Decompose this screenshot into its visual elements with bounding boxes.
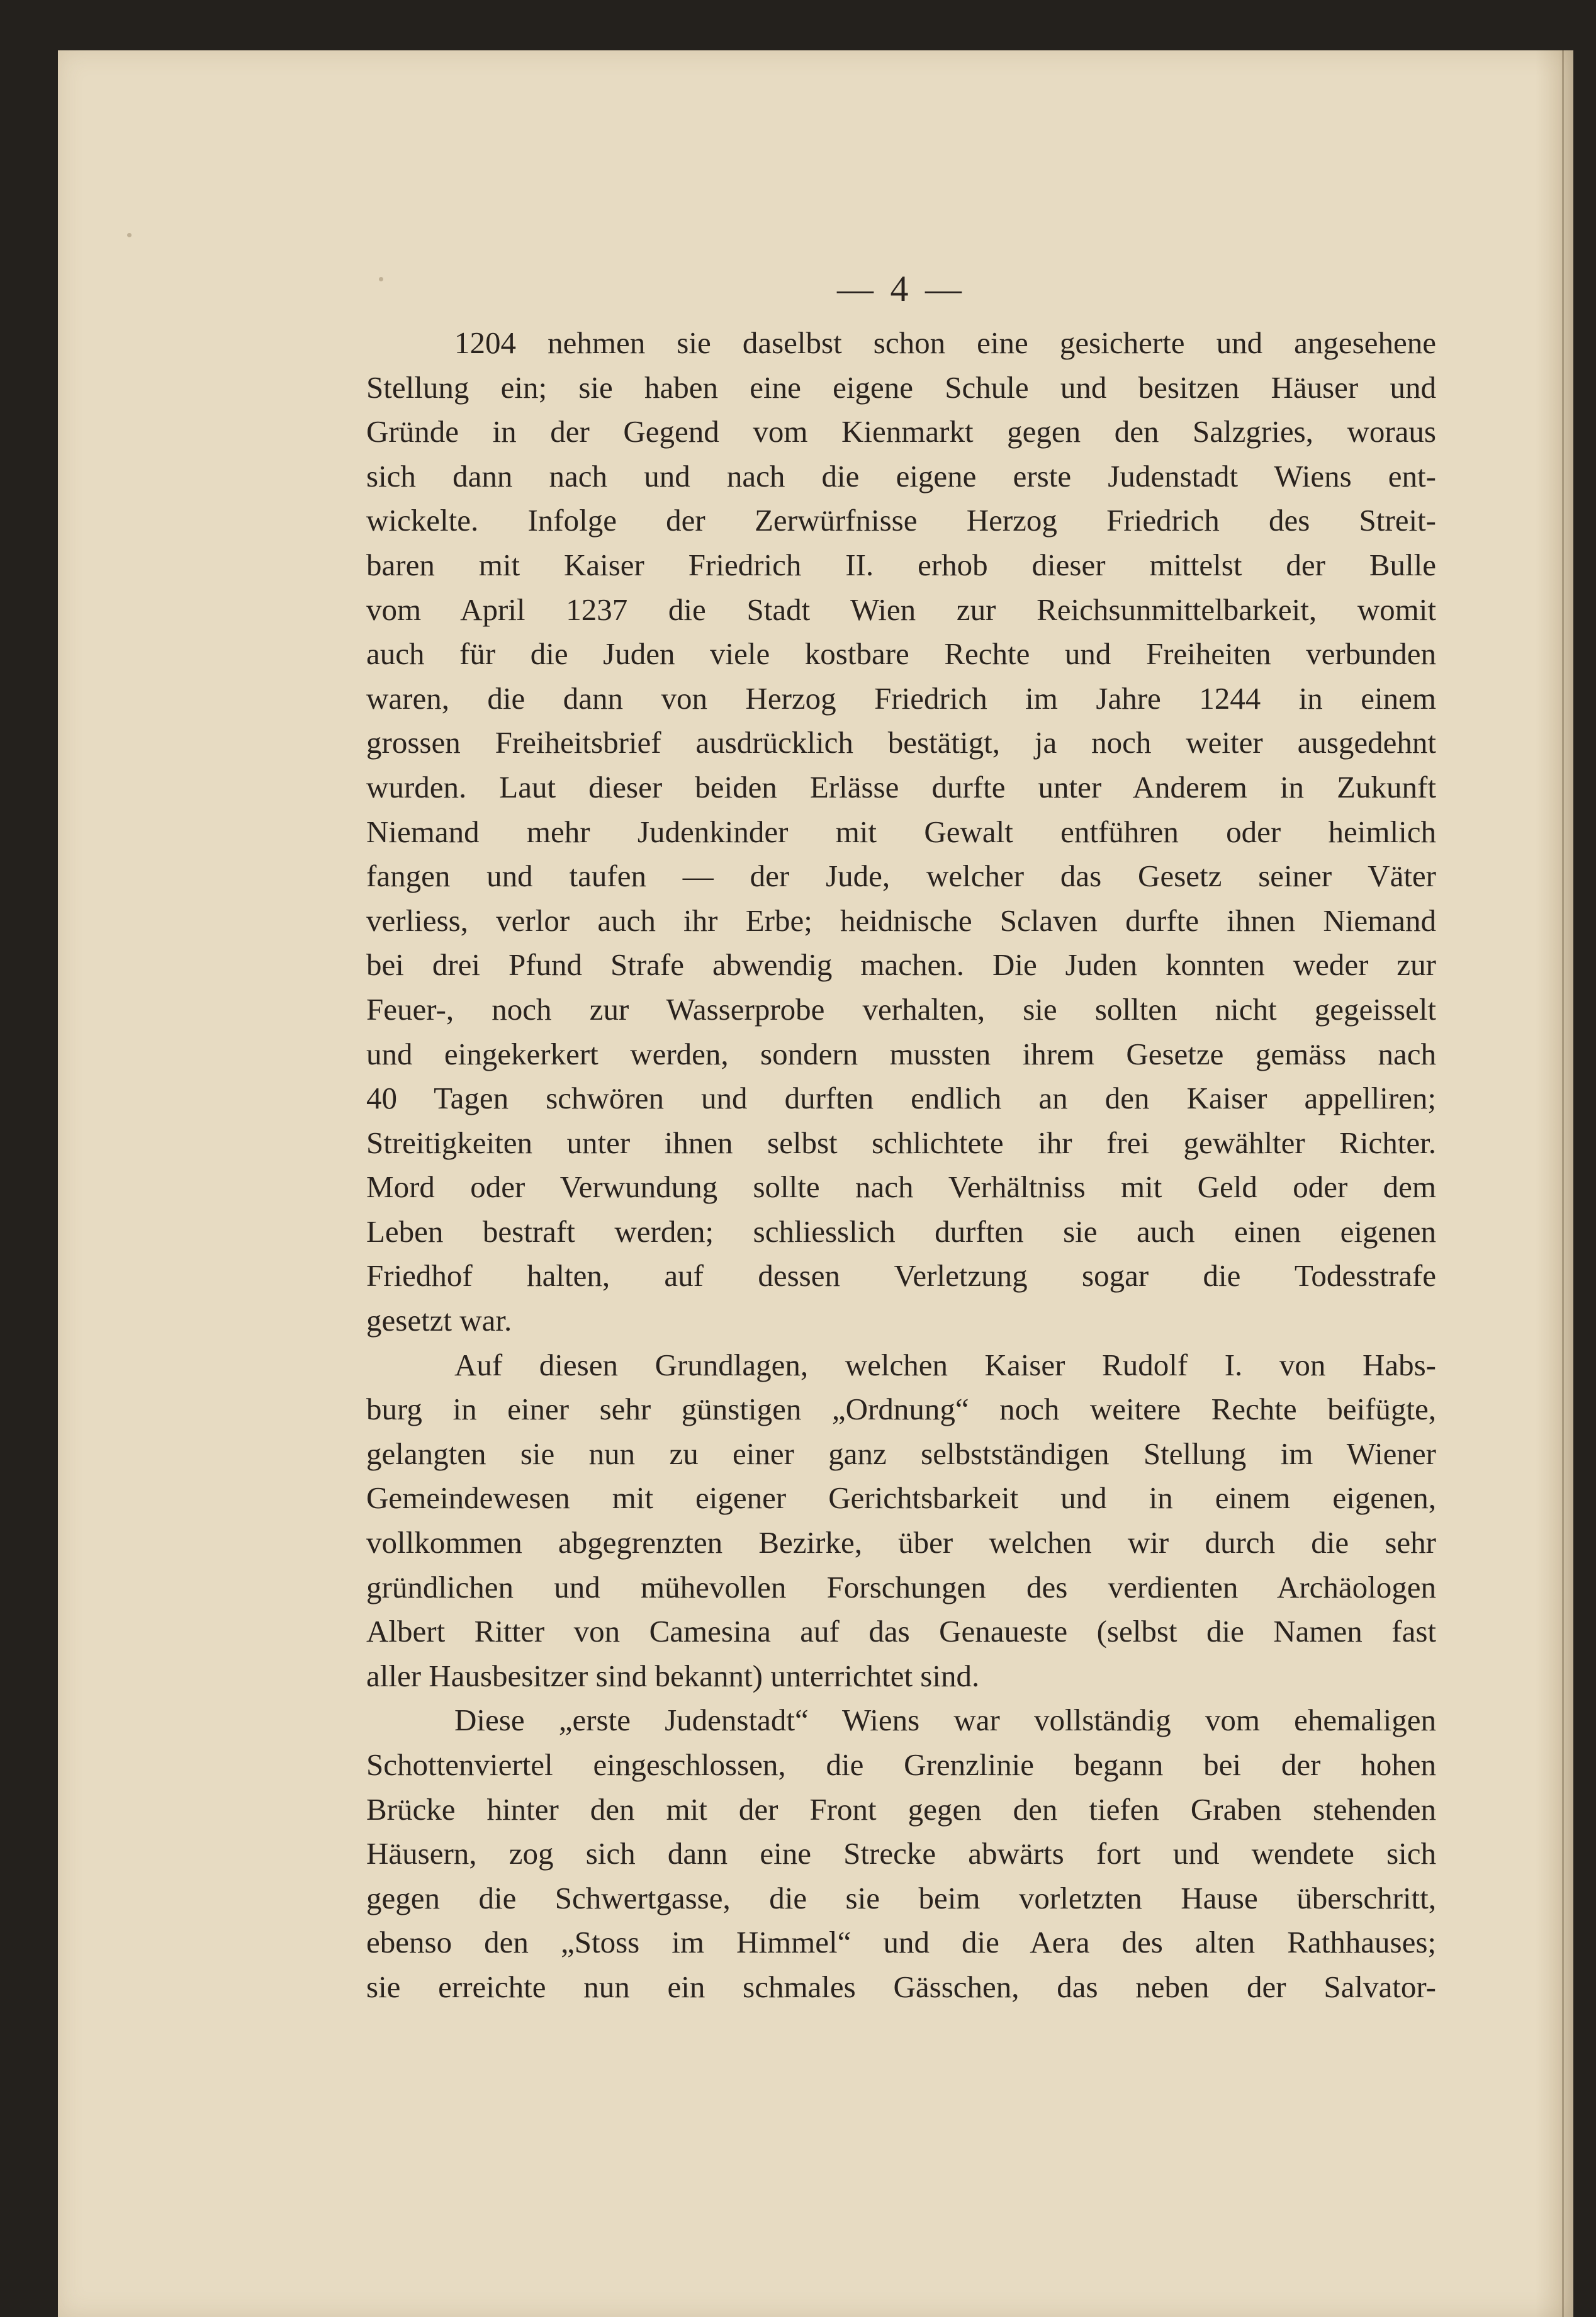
text-line: vollkommen abgegrenzten Bezirke, über welchen wir durch die sehr bbox=[366, 1525, 1436, 1560]
text-line: 40 Tagen schwören und durften endlich an den Kaiser appelliren; bbox=[366, 1081, 1436, 1116]
text-line: sich dann nach und nach die eigene erste Judenstadt Wiens ent- bbox=[366, 458, 1436, 493]
text-line: Häusern, zog sich dann eine Strecke abwärts fort und wendete sich bbox=[366, 1836, 1436, 1871]
body-text bbox=[366, 321, 1436, 2010]
text-line: Schottenviertel eingeschlossen, die Grenzlinie begann bei der hohen bbox=[366, 1747, 1436, 1782]
text-line: fangen und taufen — der Jude, welcher das Gesetz seiner Väter bbox=[366, 859, 1436, 894]
page-number: — 4 — bbox=[837, 268, 965, 309]
text-line: wurden. Laut dieser beiden Erlässe durfte unter Anderem in Zukunft bbox=[366, 769, 1436, 804]
text-line: ebenso den „Stoss im Himmel“ und die Aera des alten Rathhauses; bbox=[366, 1925, 1436, 1960]
text-line: verliess, verlor auch ihr Erbe; heidnische Sclaven durfte ihnen Niemand bbox=[366, 903, 1436, 938]
text-line: Niemand mehr Judenkinder mit Gewalt entführen oder heimlich bbox=[366, 814, 1436, 849]
text-line: Brücke hinter den mit der Front gegen den tiefen Graben stehenden bbox=[366, 1791, 1436, 1827]
text-line: wickelte. Infolge der Zerwürfnisse Herzog Friedrich des Streit- bbox=[366, 503, 1436, 538]
text-line: Feuer-, noch zur Wasserprobe verhalten, sie sollten nicht gegeisselt bbox=[366, 991, 1436, 1027]
text-line: Leben bestraft werden; schliesslich durften sie auch einen eigenen bbox=[366, 1214, 1436, 1249]
text-line: gründlichen und mühevollen Forschungen des verdienten Archäologen bbox=[366, 1569, 1436, 1604]
text-line: Streitigkeiten unter ihnen selbst schlichtete ihr frei gewählter Richter. bbox=[366, 1125, 1436, 1160]
text-line: vom April 1237 die Stadt Wien zur Reichsunmittelbarkeit, womit bbox=[366, 592, 1436, 627]
text-line: und eingekerkert werden, sondern mussten ihrem Gesetze gemäss nach bbox=[366, 1036, 1436, 1071]
text-line: gesetzt war. bbox=[366, 1303, 512, 1338]
text-line: baren mit Kaiser Friedrich II. erhob dieser mittelst der Bulle bbox=[366, 547, 1436, 582]
page-fold-line bbox=[1562, 50, 1564, 2317]
text-line: Gemeindewesen mit eigener Gerichtsbarkeit und in einem eigenen, bbox=[366, 1480, 1436, 1516]
text-line: Gründe in der Gegend vom Kienmarkt gegen den Salzgries, woraus bbox=[366, 414, 1436, 449]
text-line: waren, die dann von Herzog Friedrich im Jahre 1244 in einem bbox=[366, 680, 1436, 716]
text-line: burg in einer sehr günstigen „Ordnung“ noch weitere Rechte beifügte, bbox=[366, 1392, 1436, 1427]
page-edge-shadow bbox=[1536, 50, 1573, 2317]
text-line: Auf diesen Grundlagen, welchen Kaiser Rudolf I. von Habs- bbox=[454, 1347, 1436, 1382]
text-line: aller Hausbesitzer sind bekannt) unterrichtet sind. bbox=[366, 1658, 980, 1693]
scanned-page bbox=[58, 50, 1573, 2317]
text-line: gelangten sie nun zu einer ganz selbstständigen Stellung im Wiener bbox=[366, 1436, 1436, 1471]
paper-speck bbox=[127, 233, 132, 237]
text-line: auch für die Juden viele kostbare Rechte und Freiheiten verbunden bbox=[366, 636, 1436, 672]
paper-speck bbox=[379, 277, 383, 281]
text-line: grossen Freiheitsbrief ausdrücklich bestätigt, ja noch weiter ausgedehnt bbox=[366, 725, 1436, 760]
text-line: bei drei Pfund Strafe abwendig machen. Die Juden konnten weder zur bbox=[366, 947, 1436, 983]
text-line: 1204 nehmen sie daselbst schon eine gesicherte und angesehene bbox=[454, 325, 1436, 360]
text-line: Diese „erste Judenstadt“ Wiens war vollständig vom ehemaligen bbox=[454, 1703, 1436, 1738]
text-line: Friedhof halten, auf dessen Verletzung sogar die Todesstrafe bbox=[366, 1258, 1436, 1294]
text-line: Mord oder Verwundung sollte nach Verhältniss mit Geld oder dem bbox=[366, 1170, 1436, 1205]
text-line: Albert Ritter von Camesina auf das Genaueste (selbst die Namen fast bbox=[366, 1614, 1436, 1649]
text-line: gegen die Schwertgasse, die sie beim vorletzten Hause überschritt, bbox=[366, 1880, 1436, 1915]
text-line: Stellung ein; sie haben eine eigene Schule und besitzen Häuser und bbox=[366, 369, 1436, 405]
text-line: sie erreichte nun ein schmales Gässchen, das neben der Salvator- bbox=[366, 1969, 1436, 2004]
